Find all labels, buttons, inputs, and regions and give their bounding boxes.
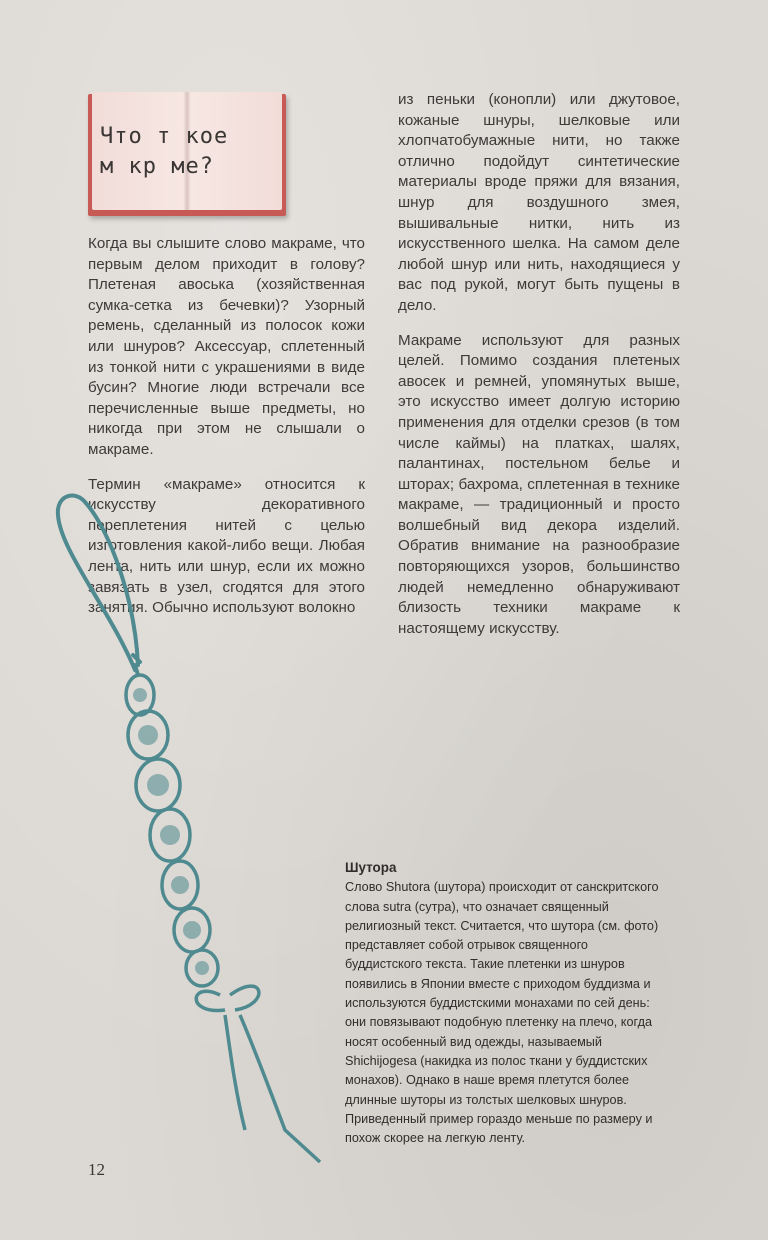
right-paragraph-1: из пеньки (конопли) или джутовое, кожаные шнуры, шелковые или хлопчатобумажные нити, но также отлично подойдут синтетические материалы вроде пряжи для вязания, шнур для воздушного змея, вышивальные нитки, нить из искусственного шелка. На самом деле любой шнур или нить, находящиеся у вас под рукой, могут быть пущены в дело. xyxy=(398,91,680,314)
sidebar-heading: Шутора xyxy=(345,859,397,875)
sidebar-text: Слово Shutora (шутора) происходит от санскритского слова sutra (сутра), что означает священный религиозный текст. Считается, что шутора (см. фото) представляет собой отрывок священного буддистского текста. Такие плетенки из шнуров появились в Японии вместе с приходом буддизма и используются буддистскими монахами по сей день: они повязывают подобную плетенку на плечо, когда носят особенный вид одежды, называемый Shichijogesa (накидка из полос ткани у буддистских монахов). Однако в наше время плетутся более длинные шуторы из толстых шелковых шнуров. Приведенный пример гораздо меньше по размеру и похож скорее на легкую ленту. xyxy=(345,879,659,1146)
sidebar-note xyxy=(345,858,660,1147)
right-column xyxy=(398,90,680,653)
right-paragraph-2: Макраме используют для разных целей. Помимо создания плетеных авосек и ремней, упомянутых выше, это искусство имеет долгую историю применения для отделки срезов (в том числе каймы) на платках, шалях, палантинах, постельном белье и шторах; бахрома, сплетенная в технике макраме, — традиционный и просто волшебный вид декора изделий. Обратив внимание на разнообразие повторяющихся узоров, большинство людей немедленно обнаруживают близость техники макраме к настоящему искусству. xyxy=(398,331,680,637)
section-title-line2: м кр ме? xyxy=(100,154,214,179)
tail-right xyxy=(240,1015,320,1162)
section-title xyxy=(100,122,280,182)
cord-loop xyxy=(58,496,138,670)
left-paragraph-2: Термин «макраме» относится к искусству декоративного переплетения нитей с целью изготовления какой-либо вещи. Любая лента, нить или шнур, если их можно завязать в узел, сгодятся для этого занятия. Обычно используют волокно xyxy=(88,475,365,617)
book-header-graphic xyxy=(88,92,288,220)
tail-left xyxy=(225,1015,245,1130)
shutora-macrame-image xyxy=(40,490,340,1180)
left-paragraph-1: Когда вы слышите слово макраме, что первым делом приходит в голову? Плетеная авоська (хозяйственная сумка-сетка из бечевки)? Узорный ремень, сделанный из полосок кожи или шнуров? Аксессуар, сплетенный из тонкой нити с украшениями в виде бусин? Многие люди встречали все перечисленные выше предметы, но никогда при этом не слышали о макраме. xyxy=(88,235,365,458)
page-number: 12 xyxy=(88,1160,105,1179)
section-title-line1: Что т кое xyxy=(100,124,229,149)
bow-right xyxy=(230,986,259,1010)
bow-left xyxy=(196,991,225,1010)
